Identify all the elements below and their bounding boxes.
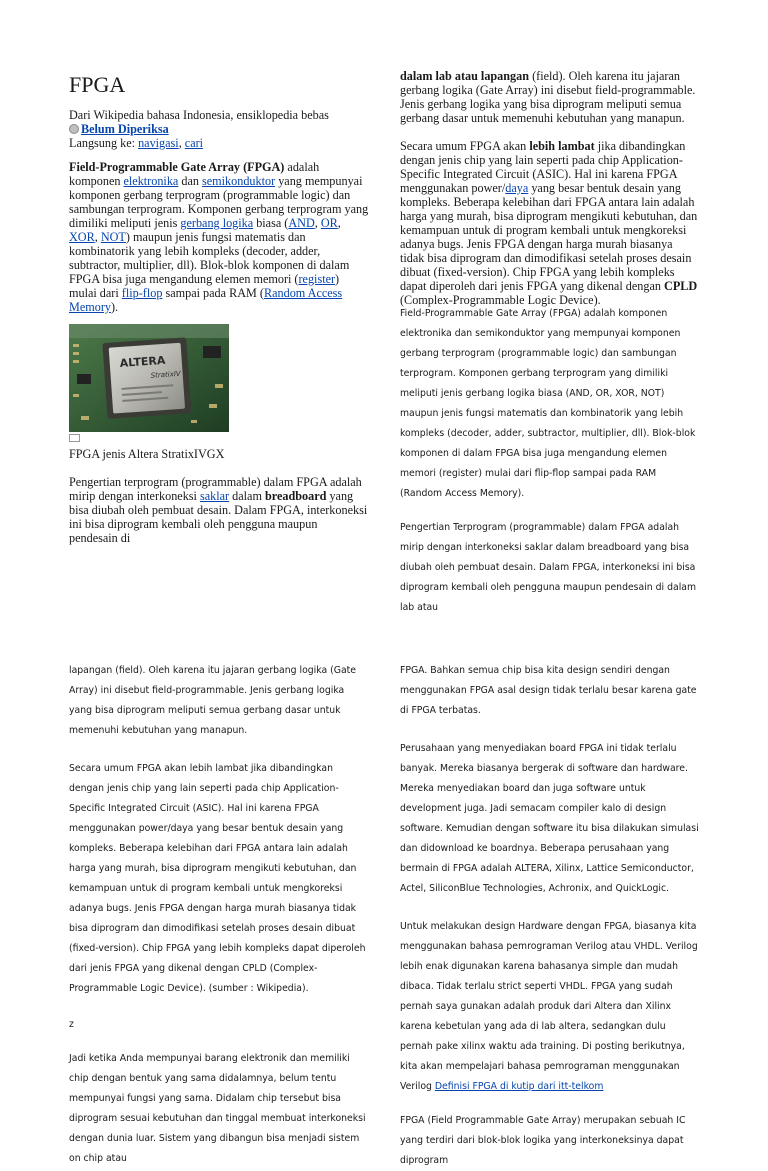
bottom-right-column [400, 661, 700, 1171]
right-column [400, 69, 698, 307]
field-copy-paragraph: lapangan (field). Oleh karena itu jajaran gerbang logika (Gate Array) ini disebut field-programmable. Jenis gerbang logika yang bisa diprogram meliputi semua gerbang dasar untuk memenuhi kebutuhan yang manapun. [69, 665, 357, 736]
bottom-left-column [69, 661, 369, 1169]
link-and[interactable]: AND [288, 216, 315, 230]
jump-separator: , [178, 136, 185, 150]
nav-link[interactable]: navigasi [138, 136, 179, 150]
page-title: FPGA [69, 72, 126, 97]
speed-copy-paragraph: Secara umum FPGA akan lebih lambat jika dibandingkan dengan jenis chip yang lain seperti pada chip Application-Specific Integrated Circuit (ASIC). Hal ini karena FPGA menggunakan power/daya yang besar bentuk desain yang kompleks. Beberapa kelebihan dari FPGA antara lain adalah harga yang murah, bisa diprogram mengikuti kebutuhan, dan kemampuan untuk di program kembali untuk mengkoreksi adanya bugs. Jenis FPGA dengan harga murah biasanya tidak bisa diprogram dan dimodifikasi setelah proses desain dibuat (fixed-version). Chip FPGA yang lebih kompleks dapat diperoleh dari jenis FPGA yang dikenal dengan CPLD (Complex-Programmable Logic Device). (sumber : Wikipedia). [69, 763, 366, 994]
link-saklar[interactable]: saklar [200, 489, 230, 503]
chip-brand-label: ALTERA [119, 353, 166, 370]
link-definisi-fpga[interactable]: Definisi FPGA di kutip dari itt-telkom [434, 1081, 604, 1092]
term-lebih-lambat: lebih lambat [529, 139, 595, 153]
review-status [69, 122, 369, 136]
subtitle: Dari Wikipedia bahasa Indonesia, ensiklopedia bebas [69, 108, 329, 122]
term-bold: Field-Programmable Gate Array (FPGA) [69, 160, 285, 174]
jump-prefix: Langsung ke: [69, 136, 139, 150]
electronics-paragraph: Jadi ketika Anda mempunyai barang elektronik dan memiliki chip dengan bentuk yang sama didalamnya, belum tentu mempunyai fungsi yang sama. Didalam chip tersebut bisa diprogram sesuai kebutuhan dan tinggal membuat interkoneksi dengan dunia luar. Sistem yang dibangun bisa menjadi sistem on chip atau [69, 1053, 366, 1164]
link-not[interactable]: NOT [100, 230, 126, 244]
ic-paragraph: FPGA (Field Programmable Gate Array) merupakan sebuah IC yang terdiri dari blok-blok logika yang interkoneksinya dapat diprogram [400, 1115, 686, 1166]
fpga-board-image [69, 324, 229, 432]
link-ram[interactable]: Random Access Memory [69, 286, 343, 314]
figure-caption: FPGA jenis Altera StratixIVGX [69, 447, 225, 461]
link-elektronika[interactable]: elektronika [123, 174, 179, 188]
field-paragraph: dalam lab atau lapangan (field). Oleh karena itu jajaran gerbang logika (Gate Array) ini disebut field-programmable. Jenis gerbang logika yang bisa diprogram meliputi semua gerbang dasar untuk memenuhi kebutuhan yang manapun. [400, 69, 696, 125]
link-xor[interactable]: XOR [69, 230, 95, 244]
enlarge-icon[interactable] [69, 434, 80, 442]
term-cpld: CPLD [664, 279, 698, 293]
design-paragraph: FPGA. Bahkan semua chip bisa kita design sendiri dengan menggunakan FPGA asal design tidak terlalu besar karena gate di FPGA terbatas. [400, 665, 697, 716]
link-register[interactable]: register [298, 272, 336, 286]
term-breadboard: breadboard [264, 489, 327, 503]
copy-programmable-paragraph: Pengertian Terprogram (programmable) dalam FPGA adalah mirip dengan interkoneksi saklar dalam breadboard yang bisa diubah oleh pembuat desain. Dalam FPGA, interkoneksi ini bisa diprogram kembali oleh pengguna maupun pendesain di dalam lab atau [400, 522, 697, 613]
review-link[interactable]: Belum Diperiksa [81, 122, 169, 136]
link-gerbang-logika[interactable]: gerbang logika [180, 216, 254, 230]
link-semikonduktor[interactable]: semikonduktor [202, 174, 276, 188]
hdl-paragraph: Untuk melakukan design Hardware dengan FPGA, biasanya kita menggunakan bahasa pemrograman Verilog atau VHDL. Verilog lebih enak digunakan karena bahasanya simple dan mudah dibaca. Tidak terlalu strict seperti VHDL. FPGA yang sudah pernah saya gunakan adalah produk dari Altera dan Xilinx karena kebetulan yang ada di lab altera, sedangkan dulu pernah pake xilinx waktu ada training. Di posting berikutnya, kita akan mempelajari bahasa pemrograman menggunakan Verilog Definisi FPGA di kutip dari itt-telkom [400, 921, 698, 1092]
search-link[interactable]: cari [184, 136, 204, 150]
fpga-chip-photo[interactable] [69, 324, 229, 432]
link-daya[interactable]: daya [505, 181, 529, 195]
vendors-paragraph: Perusahaan yang menyediakan board FPGA ini tidak terlalu banyak. Mereka biasanya bergerak di software dan hardware. Mereka menyediakan board dan juga software untuk development juga. Jadi semacam compiler kalo di design software. Kemudian dengan software itu bisa dilakukan simulasi dan didownload ke boardnya. Beberapa perusahaan yang bermain di FPGA adalah ALTERA, Xilinx, Lattice Semiconductor, Actel, SiliconBlue Technologies, Achronix, and QuickLogic. [400, 743, 699, 894]
intro-paragraph: Field-Programmable Gate Array (FPGA) adalah komponen elektronika dan semikonduktor yang mempunyai komponen gerbang terprogram (programmable logic) dan sambungan terprogram. Komponen gerbang terprogram yang dimiliki meliputi jenis gerbang logika biasa (AND, OR, XOR, NOT) maupun jenis fungsi matematis dan kombinatorik yang lebih kompleks (decoder, adder, subtractor, multiplier, dll). Blok-blok komponen di dalam FPGA bisa juga mengandung elemen memori (register) mulai dari flip-flop sampai pada RAM (Random Access Memory). [69, 160, 369, 314]
speed-paragraph: Secara umum FPGA akan lebih lambat jika dibandingkan dengan jenis chip yang lain seperti pada chip Application-Specific Integrated Circuit (ASIC). Hal ini karena FPGA menggunakan power/daya yang besar bentuk desain yang kompleks. Beberapa kelebihan dari FPGA antara lain adalah harga yang murah, bisa diprogram mengikuti kebutuhan, dan kemampuan untuk di program kembali untuk mengkoreksi adanya bugs. Jenis FPGA dengan harga murah biasanya tidak bisa diprogram dan dimodifikasi setelah proses desain dibuat (fixed-version). Chip FPGA yang lebih kompleks dapat diperoleh dari jenis FPGA yang dikenal dengan CPLD (Complex-Programmable Logic Device). [400, 139, 698, 307]
stray-character: z [69, 1019, 74, 1030]
term-field: dalam lab atau lapangan [400, 69, 530, 83]
programmable-paragraph: Pengertian terprogram (programmable) dalam FPGA adalah mirip dengan interkoneksi saklar dalam breadboard yang bisa diubah oleh pembuat desain. Dalam FPGA, interkoneksi ini bisa diprogram kembali oleh pengguna maupun pendesain di [69, 475, 368, 545]
chip-model-label: StratixIV [150, 369, 181, 380]
right-column-sans [400, 304, 698, 618]
left-column [69, 72, 369, 545]
link-flip-flop[interactable]: flip-flop [121, 286, 163, 300]
review-status-icon [69, 124, 79, 134]
jump-links [69, 136, 369, 150]
copy-intro-paragraph: Field-Programmable Gate Array (FPGA) adalah komponen elektronika dan semikonduktor yang mempunyai komponen gerbang terprogram (programmable logic) dan sambungan terprogram. Komponen gerbang terprogram yang dimiliki meliputi jenis gerbang logika biasa (AND, OR, XOR, NOT) maupun jenis fungsi matematis dan kombinatorik yang lebih kompleks (decoder, adder, subtractor, multiplier, dll). Blok-blok komponen di dalam FPGA bisa juga mengandung elemen memori (register) mulai dari flip-flop sampai pada RAM (Random Access Memory). [400, 308, 696, 499]
link-or[interactable]: OR [320, 216, 338, 230]
